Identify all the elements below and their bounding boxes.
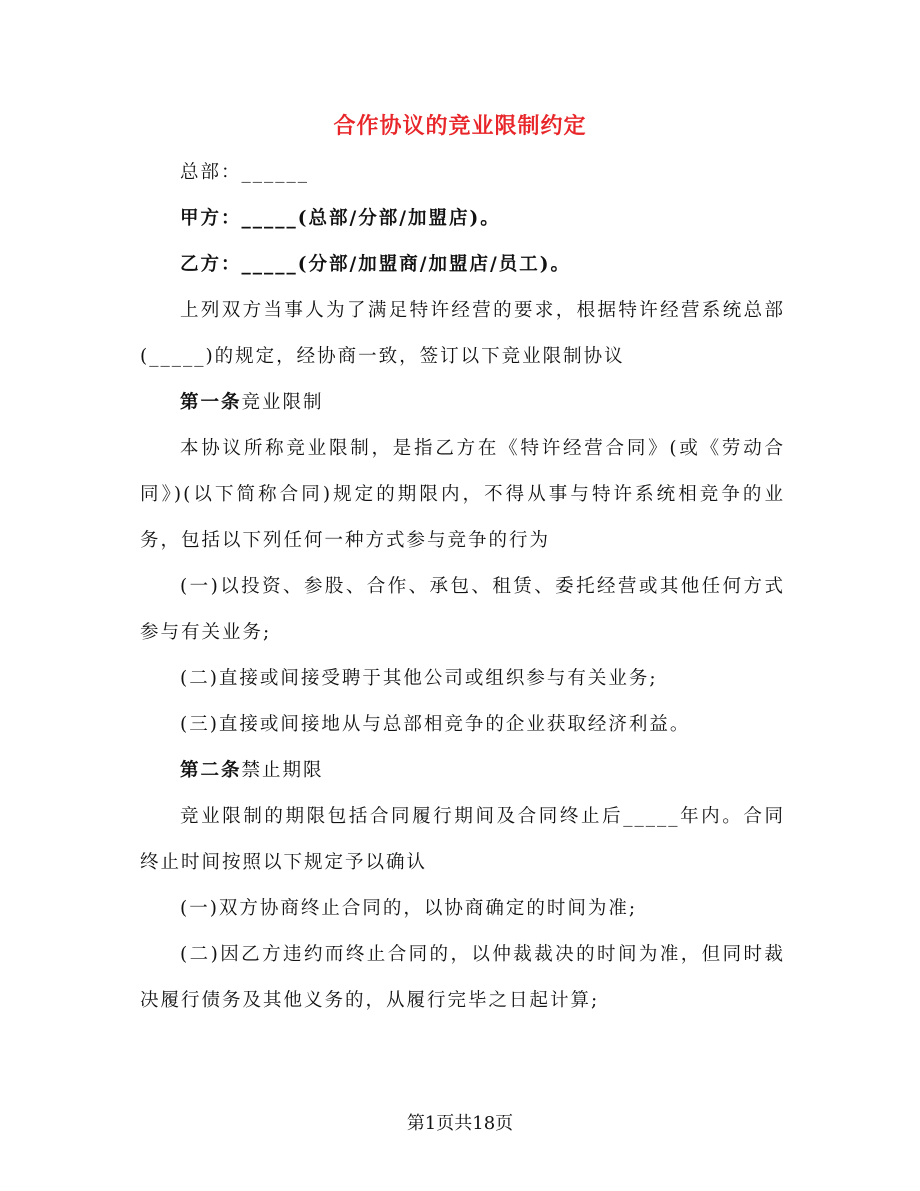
hq-label: 总部： [180,162,242,183]
article-2-heading [140,748,785,794]
article-2-body: 竞业限制的期限包括合同履行期间及合同终止后_____年内。合同终止时间按照以下规定予以确认 [140,806,785,873]
article-2-title: 禁止期限 [241,760,324,781]
article-2-number: 第二条 [180,760,242,781]
article-1-heading [140,380,785,426]
article-1-item-2: (二)直接或间接受聘于其他公司或组织参与有关业务; [180,668,658,689]
article-1-number: 第一条 [180,392,242,413]
article-1-item-1: (一)以投资、参股、合作、承包、租赁、委托经营或其他任何方式参与有关业务; [140,576,785,643]
page-number-footer: 第1页共18页 [406,1113,514,1134]
intro-paragraph: 上列双方当事人为了满足特许经营的要求，根据特许经营系统总部(_____)的规定，经协商一致，签订以下竞业限制协议 [140,300,785,367]
document-title: 合作协议的竞业限制约定 [333,113,587,139]
hq-line [140,150,785,196]
party-a-line: 甲方：_____(总部/分部/加盟店)。 [180,208,501,229]
party-b-line: 乙方：_____(分部/加盟商/加盟店/员工)。 [180,254,572,275]
article-1-title: 竞业限制 [241,392,324,413]
article-1-item-3: (三)直接或间接地从与总部相竞争的企业获取经济利益。 [180,714,691,735]
article-1-body: 本协议所称竞业限制，是指乙方在《特许经营合同》(或《劳动合同》)(以下简称合同)规定的期限内，不得从事与特许系统相竞争的业务，包括以下列任何一种方式参与竞争的行为 [140,438,785,551]
article-2-item-1: (一)双方协商终止合同的，以协商确定的时间为准; [180,898,638,919]
article-2-item-2: (二)因乙方违约而终止合同的，以仲裁裁决的时间为准，但同时裁决履行债务及其他义务的，从履行完毕之日起计算; [140,944,785,1011]
hq-blank: ______ [241,162,310,183]
